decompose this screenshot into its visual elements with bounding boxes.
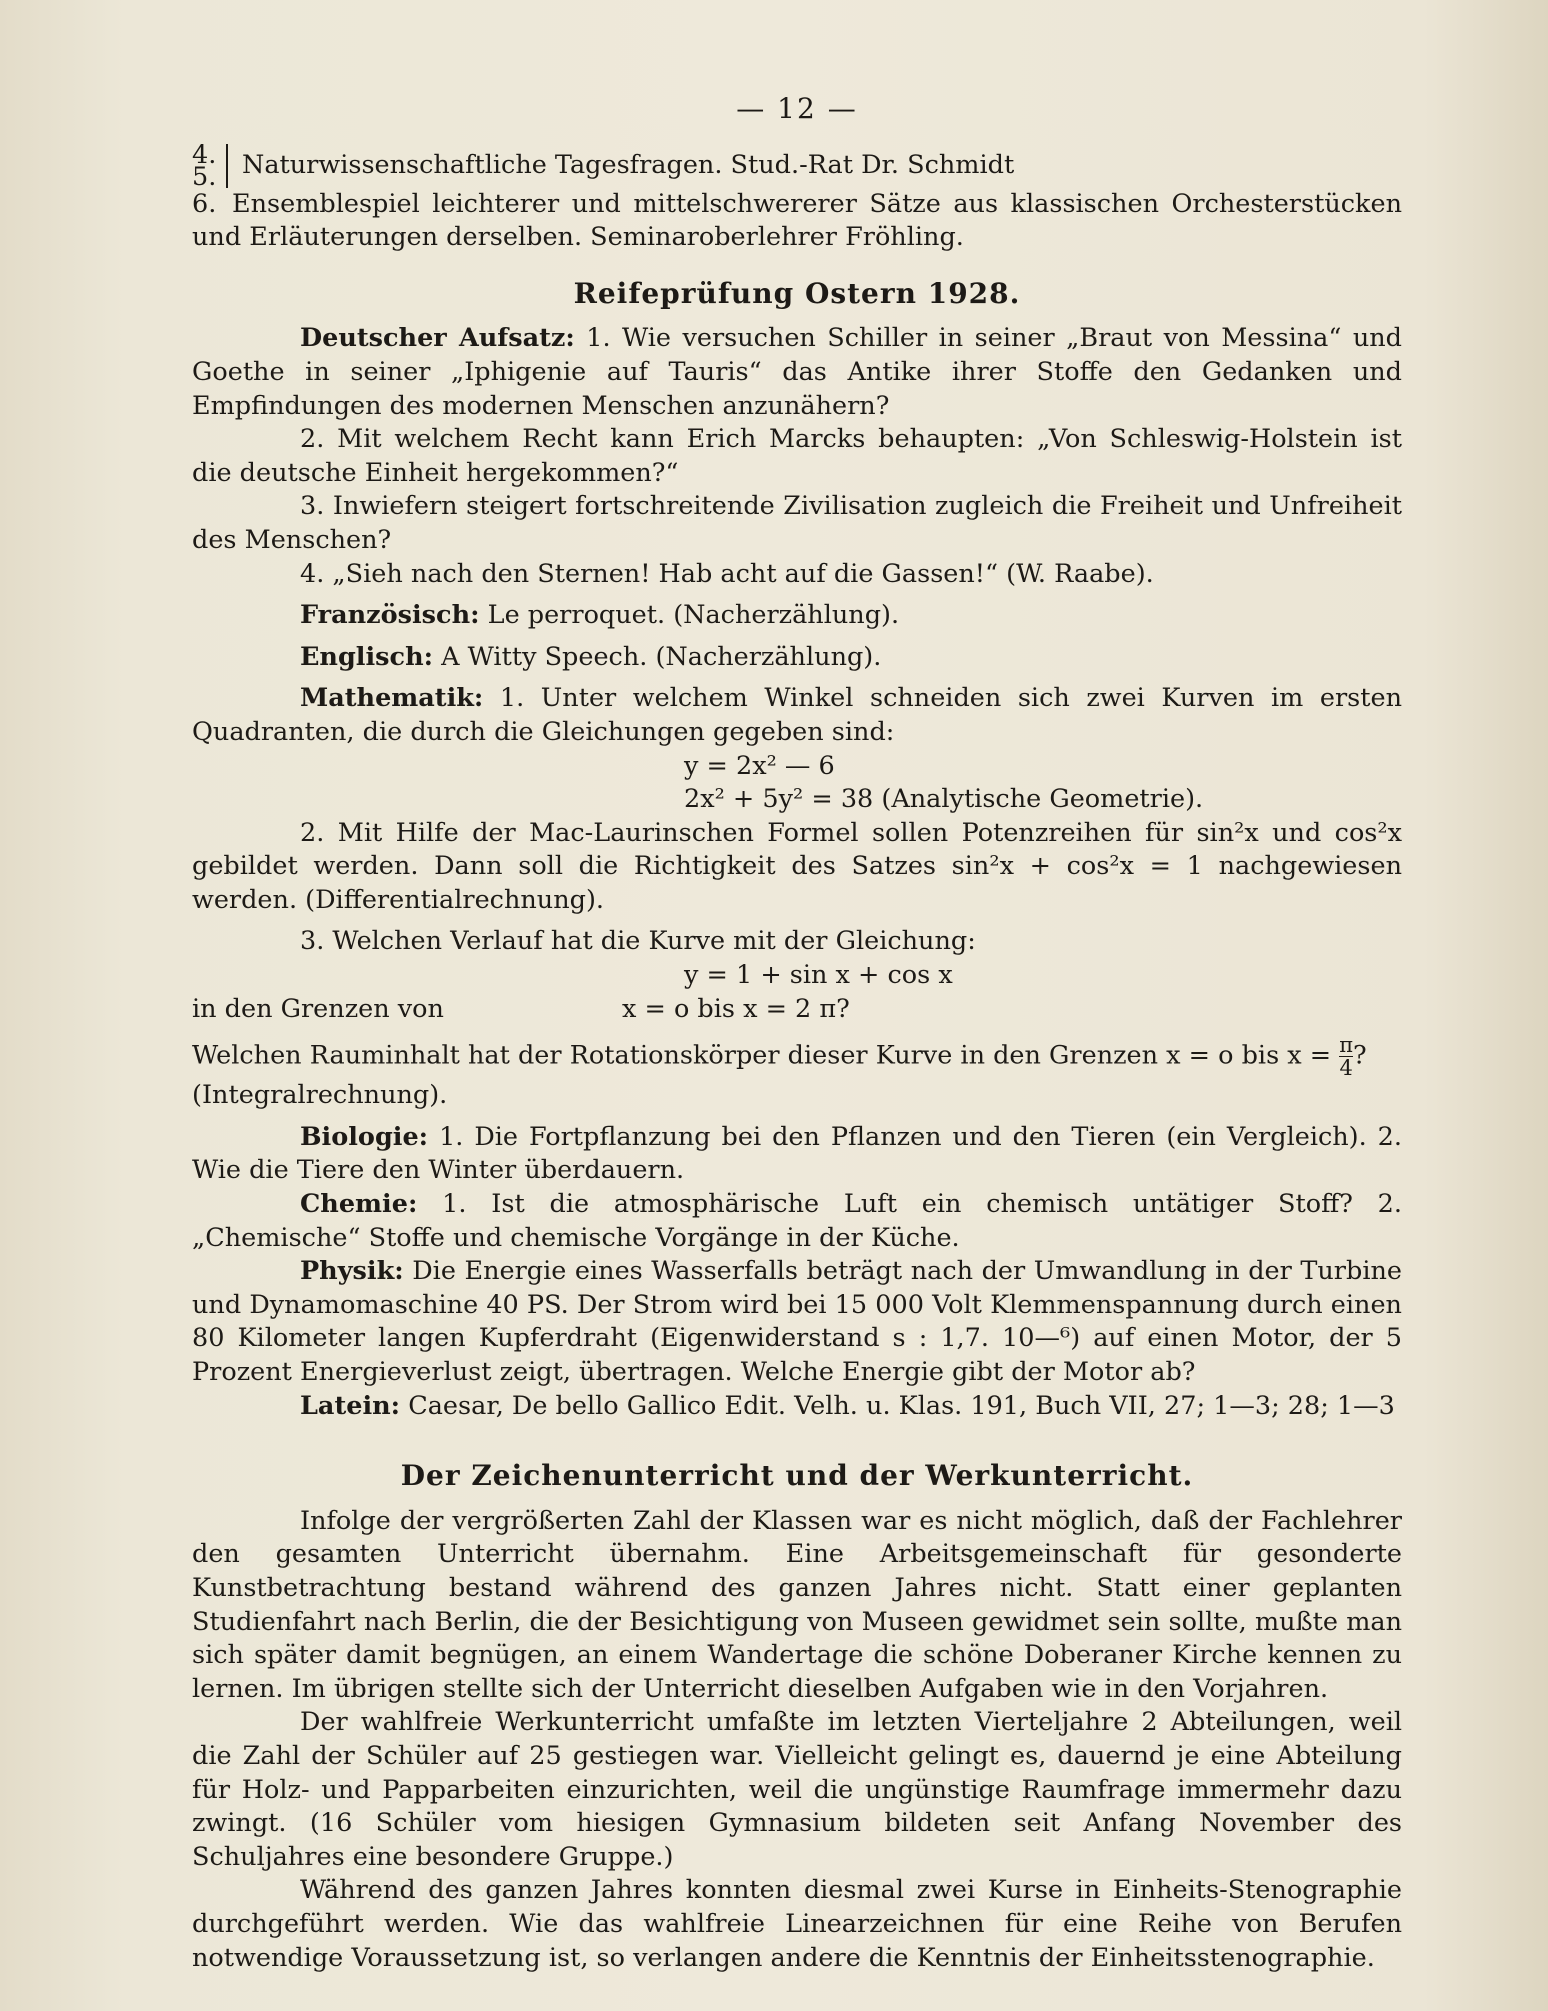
page-number: — 12 — [736, 92, 858, 125]
page-text [192, 92, 1402, 1975]
deutsch-topic-3: 3. Inwiefern steigert fortschreitende Zivilisation zugleich die Freiheit und Unfreiheit des Menschen? [192, 491, 1402, 555]
chemie [192, 1188, 1402, 1255]
englisch [192, 641, 1402, 675]
deutsch-topic-4: 4. „Sieh nach den Sternen! Hab acht auf die Gassen!“ (W. Raabe). [300, 558, 1154, 589]
subject-label: Chemie: [300, 1189, 418, 1220]
items-4-5-text: Naturwissenschaftliche Tagesfragen. Stud.-Rat Dr. Schmidt [242, 149, 1015, 180]
math-equation-3: y = 1 + sin x + cos x [684, 960, 953, 991]
physik-text: Die Energie eines Wasserfalls beträgt nach der Umwandlung in der Turbine und Dynamomaschine 40 PS. Der Strom wird bei 15 000 Volt Klemmenspannung durch einen 80 Kilometer langen Kupferdraht (Eigenwiderstand s : 1,7. 10—⁶) auf einen Motor, der 5 Prozent Energieverlust zeigt, übertragen. Welche Energie gibt der Motor ab? [192, 1256, 1402, 1387]
math-limits-row [192, 993, 1402, 1027]
englisch-text: A Witty Speech. (Nacherzählung). [441, 641, 882, 672]
item-6-number: 6. [192, 188, 217, 219]
biologie-text: 1. Die Fortpflanzung bei den Pflanzen und den Tieren (ein Vergleich). 2. Wie die Tiere den Winter überdauern. [192, 1121, 1403, 1186]
math-note: (Integralrechnung). [192, 1080, 448, 1111]
subject-label: Physik: [300, 1256, 404, 1287]
deutsch-topic-2: 2. Mit welchem Recht kann Erich Marcks behaupten: „Von Schleswig-Holstein ist die deutsche Einheit hergekommen?“ [192, 424, 1402, 488]
item-6-text: Ensemblespiel leichterer und mittelschwererer Sätze aus klassischen Orchesterstücken und Erläuterungen derselben. Seminaroberlehrer Fröhling. [192, 188, 1402, 253]
math-task-2: 2. Mit Hilfe der Mac-Laurinschen Formel sollen Potenzreihen für sin²x und cos²x gebildet werden. Dann soll die Richtigkeit des Satzes sin²x + cos²x = 1 nachgewiesen werden. (Differentialrechnung). [192, 817, 1402, 915]
franzoesisch [192, 599, 1402, 633]
deutsch-topic-1: 1. Wie versuchen Schiller in seiner „Braut von Messina“ und Goethe in seiner „Iphigenie auf Tauris“ das Antike ihrer Stoffe den Gedanken und Empfindungen des modernen Menschen anzunähern? [192, 323, 1402, 421]
item-6 [192, 188, 1402, 255]
latein-text: Caesar, De bello Gallico Edit. Velh. u. Klas. 191, Buch VII, 27; 1—3; 28; 1—3 [408, 1390, 1395, 1421]
subject-label: Deutscher Aufsatz: [300, 323, 575, 354]
paragraph-zeichenunterricht: Infolge der vergrößerten Zahl der Klassen war es nicht möglich, daß der Fachlehrer den gesamten Unterricht übernahm. Eine Arbeitsgemeinschaft für gesonderte Kunstbetrachtung bestand während des ganzen Jahres nicht. Statt einer geplanten Studienfahrt nach Berlin, die der Besichtigung von Museen gewidmet sein sollte, mußte man sich später damit begnügen, an einem Wandertage die schöne Doberaner Kirche kennen zu lernen. Im übrigen stellte sich der Unterricht dieselben Aufgaben wie in den Vorjahren. [192, 1505, 1402, 1704]
math-task-1: 1. Unter welchem Winkel schneiden sich zwei Kurven im ersten Quadranten, die durch die Gleichungen gegeben sind: [192, 683, 1402, 747]
math-limits-label: in den Grenzen von [192, 993, 444, 1024]
chemie-text: 1. Ist die atmosphärische Luft ein chemisch untätiger Stoff? 2. „Chemische“ Stoffe und chemische Vorgänge in der Küche. [192, 1189, 1402, 1253]
heading-reifepruefung: Reifeprüfung Ostern 1928. [573, 276, 1021, 310]
subject-label: Englisch: [300, 641, 434, 672]
subject-label: Biologie: [300, 1121, 429, 1152]
paragraph-werkunterricht: Der wahlfreie Werkunterricht umfaßte im letzten Vierteljahre 2 Abteilungen, weil die Zahl der Schüler auf 25 gestiegen war. Vielleicht gelingt es, dauernd je eine Abteilung für Holz- und Papparbeiten einzurichten, weil die ungünstige Raumfrage immermehr dazu zwingt. (16 Schüler vom hiesigen Gymnasium bildeten seit Anfang November des Schuljahres eine besondere Gruppe.) [192, 1707, 1402, 1872]
latein [192, 1390, 1402, 1424]
subject-label: Mathematik: [300, 683, 484, 714]
mathematik [192, 682, 1402, 749]
subject-label: Latein: [300, 1390, 401, 1421]
math-equation-1: y = 2x² — 6 [684, 750, 835, 781]
math-volume-question: Welchen Rauminhalt hat der Rotationskörper dieser Kurve in den Grenzen x = o bis x = $\frac{\pi}{4}$ ? [192, 1033, 1367, 1081]
fraction-pi-over-4: $\frac{\pi}{4}$ [1339, 1033, 1354, 1081]
paragraph-stenographie: Während des ganzen Jahres konnten diesmal zwei Kurse in Einheits-Stenographie durchgeführt werden. Wie das wahlfreie Linearzeichnen für eine Reihe von Berufen notwendige Voraussetzung ist, so verlangen andere die Kenntnis der Einheitsstenographie. [192, 1875, 1402, 1973]
physik [192, 1255, 1402, 1389]
subject-label: Französisch: [300, 600, 480, 631]
heading-zeichenunterricht: Der Zeichenunterricht und der Werkunterricht. [400, 1459, 1194, 1493]
math-task-3: 3. Welchen Verlauf hat die Kurve mit der Gleichung: [300, 926, 976, 957]
deutsch-aufsatz [192, 322, 1402, 423]
math-equation-2: 2x² + 5y² = 38 (Analytische Geometrie). [684, 784, 1204, 815]
math-limits: x = o bis x = 2 π? [622, 993, 850, 1024]
franzoesisch-text: Le perroquet. (Nacherzählung). [487, 600, 900, 631]
bracket-line [226, 144, 228, 188]
biologie [192, 1121, 1402, 1188]
items-4-5 [192, 139, 1402, 192]
item-4-number: 4. [192, 139, 217, 170]
item-5-number: 5. [192, 161, 217, 192]
